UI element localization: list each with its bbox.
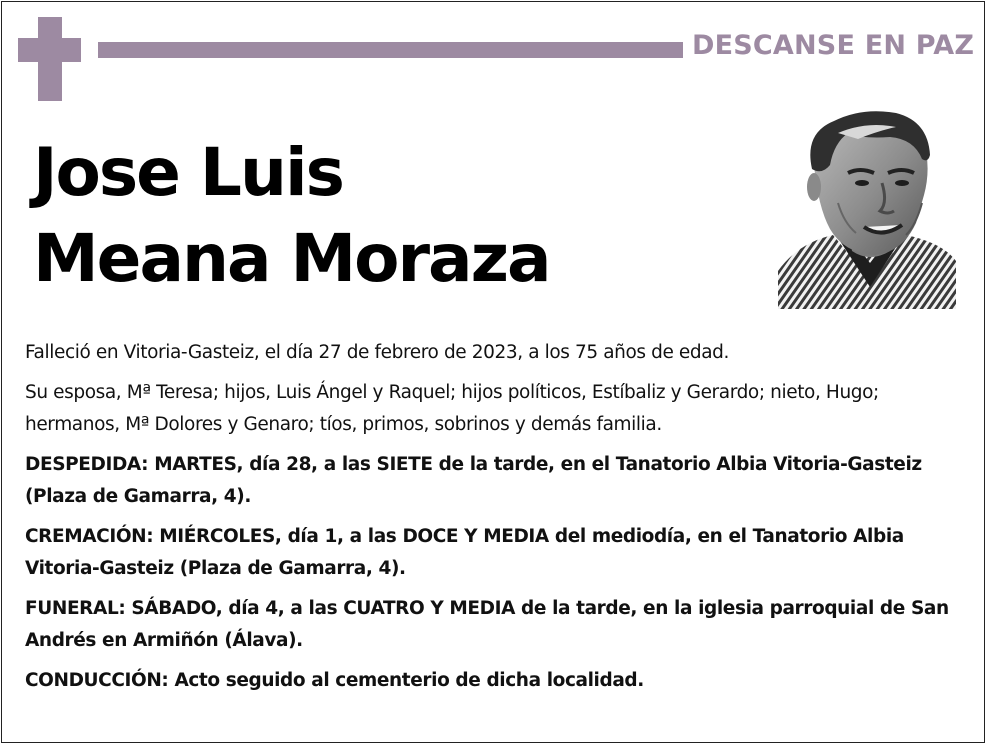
- portrait-photo: [778, 103, 956, 309]
- deceased-name-line-1: Jose Luis: [33, 134, 343, 211]
- deceased-name-line-2: Meana Moraza: [33, 220, 550, 297]
- funeral-notice: FUNERAL: SÁBADO, día 4, a las CUATRO Y MEDIA de la tarde, en la iglesia parroquial de San Andrés en Armiñón (Álava).: [25, 598, 949, 651]
- obituary-body: [25, 337, 970, 705]
- death-notice: Falleció en Vitoria-Gasteiz, el día 27 de febrero de 2023, a los 75 años de edad.: [25, 342, 729, 363]
- cremacion-notice: CREMACIÓN: MIÉRCOLES, día 1, a las DOCE Y MEDIA del mediodía, en el Tanatorio Albia Vitoria-Gasteiz (Plaza de Gamarra, 4).: [25, 526, 904, 579]
- conduccion-notice: CONDUCCIÓN: Acto seguido al cementerio de dicha localidad.: [25, 670, 644, 691]
- header-label: DESCANSE EN PAZ: [692, 30, 975, 61]
- despedida-notice: DESPEDIDA: MARTES, día 28, a las SIETE de la tarde, en el Tanatorio Albia Vitoria-Gasteiz (Plaza de Gamarra, 4).: [25, 454, 922, 507]
- header-rule: [98, 42, 683, 58]
- family-list: Su esposa, Mª Teresa; hijos, Luis Ángel y Raquel; hijos políticos, Estíbaliz y Gerardo; nieto, Hugo; hermanos, Mª Dolores y Genaro; tíos, primos, sobrinos y demás familia.: [25, 382, 879, 435]
- deceased-name: [33, 130, 550, 302]
